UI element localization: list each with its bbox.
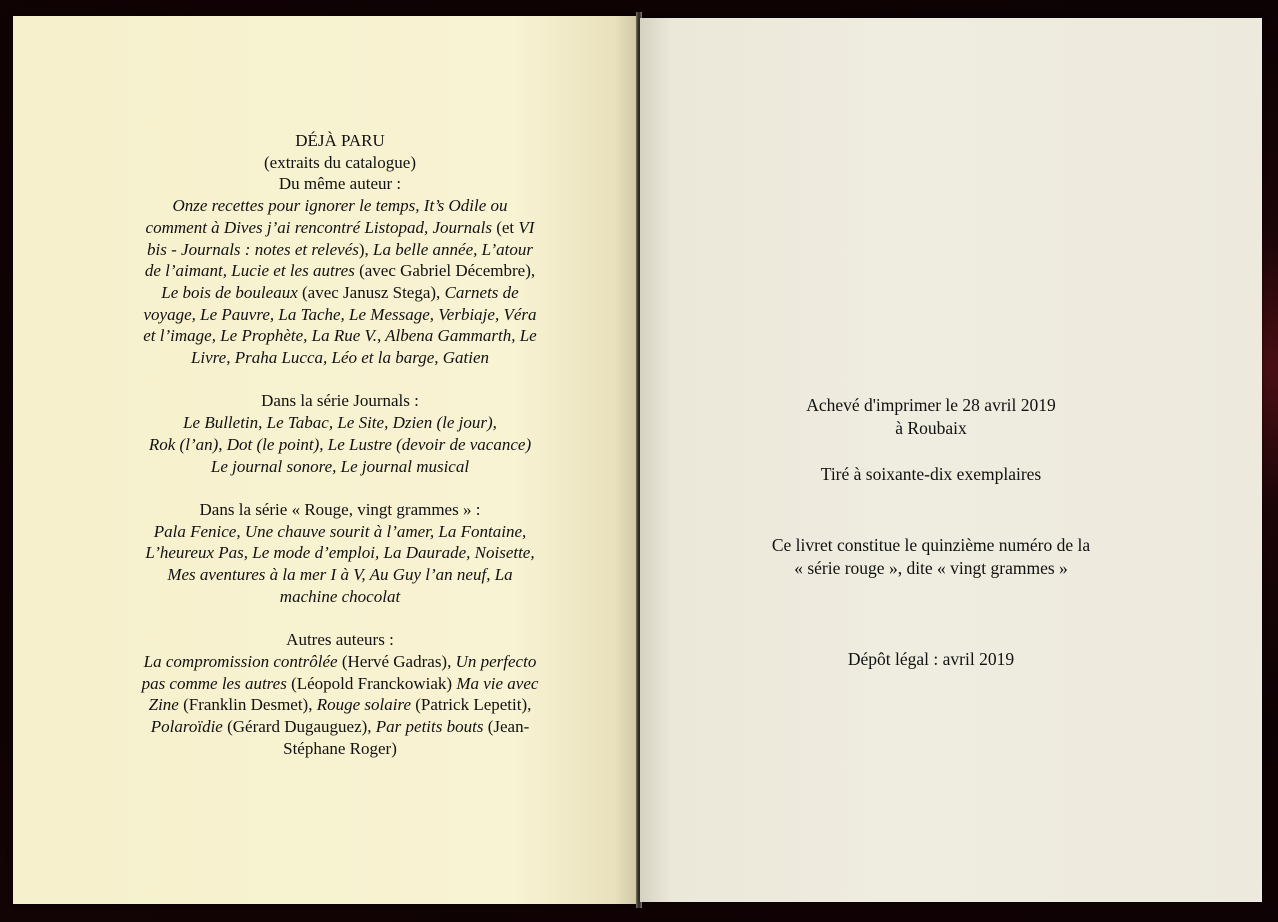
title-text: Carnets de (444, 282, 519, 302)
list-line: Rok (l’an), Dot (le point), Le Lustre (devoir de vacance) (148, 434, 532, 454)
other-authors-list (120, 651, 560, 760)
list-line (120, 738, 560, 760)
right-page (640, 18, 1262, 902)
plain-text: ), (358, 239, 374, 259)
list-line (120, 304, 560, 326)
title-text: Polaroïdie (150, 716, 223, 736)
title-text: pas comme les autres (141, 673, 287, 693)
list-line (120, 673, 560, 695)
title-text: et l’image, Le Prophète, La Rue V., Albena Gammarth, Le (143, 326, 537, 346)
printed-place: à Roubaix (895, 418, 967, 438)
same-author-label: Du même auteur : (278, 174, 402, 194)
copies-info (640, 463, 1222, 486)
title-text: La belle année, L’atour (373, 239, 533, 259)
title-text: Livre, Praha Lucca, Léo et la barge, Gatien (190, 348, 490, 368)
title-text: Un perfecto (455, 651, 537, 671)
plain-text: (Jean- (483, 716, 530, 736)
title-text: de l’aimant, Lucie et les autres (144, 261, 355, 281)
title-text: bis - Journals : notes et relevés (147, 239, 359, 259)
copies-count: Tiré à soixante-dix exemplaires (820, 464, 1042, 484)
list-line (120, 195, 560, 217)
journals-list (120, 412, 560, 477)
plain-text: (avec Janusz Stega), (297, 282, 445, 302)
title-text: VI (518, 217, 535, 237)
list-line (120, 347, 560, 369)
title-text: Le bois de bouleaux (161, 282, 298, 302)
series-line-1: Ce livret constitue le quinzième numéro de la (771, 535, 1091, 555)
plain-text: (Gérard Dugauguez), (222, 716, 376, 736)
plain-text: Stéphane Roger) (283, 738, 397, 758)
printing-info (640, 394, 1222, 440)
title-text: Par petits bouts (375, 716, 484, 736)
same-author-list (120, 195, 560, 369)
plain-text: (Patrick Lepetit), (411, 695, 532, 715)
plain-text: (Hervé Gadras), (337, 651, 456, 671)
journals-label: Dans la série Journals : (261, 391, 419, 411)
list-line: L’heureux Pas, Le mode d’emploi, La Daurade, Noisette, (145, 543, 535, 563)
series-info (640, 534, 1222, 580)
catalogue-subheading: (extraits du catalogue) (264, 152, 416, 172)
list-line (120, 217, 560, 239)
plain-text: (et (491, 217, 519, 237)
list-line (120, 694, 560, 716)
title-text: comment à Dives j’ai rencontré Listopad, Journals (145, 217, 492, 237)
title-text: voyage, Le Pauvre, La Tache, Le Message, Verbiaje, Véra (143, 304, 537, 324)
title-text: Onze recettes pour ignorer le temps, It’s Odile ou (172, 196, 508, 216)
list-line (120, 239, 560, 261)
list-line: Le Bulletin, Le Tabac, Le Site, Dzien (le jour), (183, 413, 497, 433)
printed-date: Achevé d'imprimer le 28 avril 2019 (806, 395, 1056, 415)
plain-text: (Léopold Franckowiak) (286, 673, 457, 693)
list-line (120, 651, 560, 673)
catalogue-column (120, 130, 560, 759)
list-line (120, 282, 560, 304)
title-text: La compromission contrôlée (143, 651, 338, 671)
list-line (120, 260, 560, 282)
plain-text: (Franklin Desmet), (178, 695, 317, 715)
title-text: Ma vie avec (456, 673, 539, 693)
other-authors-label: Autres auteurs : (286, 630, 394, 650)
list-line: Pala Fenice, Une chauve sourit à l’amer, La Fontaine, (153, 521, 527, 541)
plain-text: (avec Gabriel Décembre), (354, 261, 536, 281)
legal-deposit: Dépôt légal : avril 2019 (847, 649, 1015, 669)
list-line (120, 325, 560, 347)
list-line: Mes aventures à la mer I à V, Au Guy l’an neuf, La (167, 565, 513, 585)
legal-deposit-info (640, 648, 1222, 671)
list-line (120, 716, 560, 738)
title-text: Rouge solaire (316, 695, 411, 715)
catalogue-heading: DÉJÀ PARU (295, 131, 385, 150)
rouge-series-label: Dans la série « Rouge, vingt grammes » : (199, 499, 481, 519)
list-line: machine chocolat (279, 586, 401, 606)
rouge-series-list (120, 521, 560, 608)
series-line-2: « série rouge », dite « vingt grammes » (794, 558, 1068, 578)
title-text: Zine (148, 695, 179, 715)
list-line: Le journal sonore, Le journal musical (210, 456, 470, 476)
